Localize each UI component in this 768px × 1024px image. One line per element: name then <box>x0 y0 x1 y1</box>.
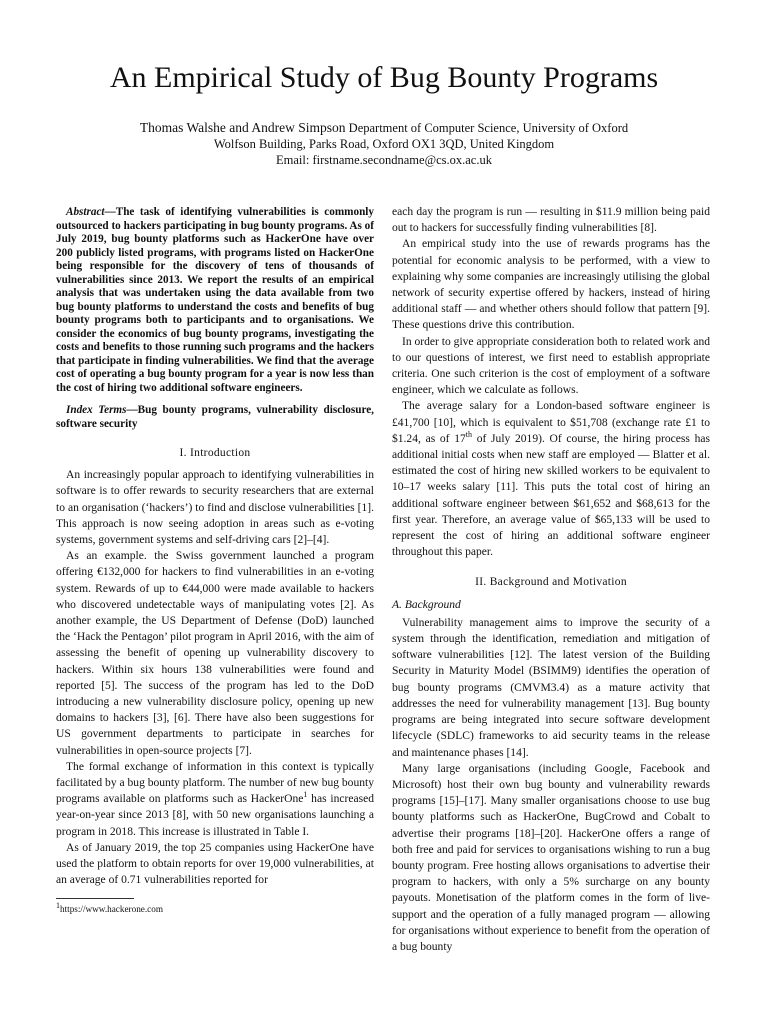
footnote-divider <box>56 898 134 899</box>
paragraph <box>56 759 374 840</box>
affiliation-line1: Department of Computer Science, University of Oxford <box>348 121 629 135</box>
left-column <box>56 206 374 915</box>
author-line <box>0 120 768 136</box>
paragraph: As of January 2019, the top 25 companies using HackerOne have used the platform to obtain reports for over 19,000 vulnerabilities, at an average of 0.71 vulnerabilities reported for <box>56 841 374 887</box>
abstract-text: —The task of identifying vulnerabilities is commonly outsourced to hackers participating in bug bounty programs. As of July 2019, bug bounty platforms such as HackerOne have over 200 publicly listed programs, with programs listed on HackerOne being responsible for the discovery of tens of thousands of vulnerabilities since 2013. We report the results of an empirical analysis that was undertaken using the data available from two bug bounty platforms to understand the costs and benefits of bug bounty programs both to participants and to organisations. We consider the economics of bug bounty programs, investigating the costs and benefits to those running such programs and the hackers that participate in finding vulnerabilities. We find that the average cost of operating a bug bounty program for a year is now less than the cost of hiring two additional software engineers. <box>56 206 374 394</box>
section-heading-introduction: I. Introduction <box>179 447 251 459</box>
paragraph <box>392 398 710 560</box>
right-column <box>392 204 710 955</box>
index-terms-label: Index Terms <box>66 404 127 416</box>
footnote-mark: 1 <box>56 901 60 911</box>
paragraph: An increasingly popular approach to identifying vulnerabilities in software is to offer rewards to security researchers that are external to an organisation (‘hackers’) to find and disclose vulnerabilities [1]. This approach is now seeing adoption in areas such as e-voting systems, government systems and self-driving cars [2]–[4]. <box>56 469 374 547</box>
paper-title: An Empirical Study of Bug Bounty Programs <box>109 61 659 94</box>
paragraph-text: has increased year-on-year since 2013 [8], with 50 new organisations launching a program in 2018. This increase is illustrated in Table I. <box>56 793 374 838</box>
section-heading-background: II. Background and Motivation <box>475 576 627 589</box>
abstract <box>56 206 374 395</box>
paragraph-text: The formal exchange of information in this context is typically facilitated by a bug bounty platform. The number of new bug bounty programs available on platforms such as HackerOne <box>56 760 374 806</box>
author-names: Thomas Walshe and Andrew Simpson <box>139 120 346 135</box>
footnote-ref: 1 <box>303 790 308 800</box>
index-terms <box>56 404 374 431</box>
subsection-heading: A. Background <box>392 598 461 611</box>
footnote-text: https://www.hackerone.com <box>60 904 163 915</box>
paragraph-text: of July 2019). Of course, the hiring process has additional initial costs when new staff are employed — Blatter et al. estimated the cost of hiring new skilled workers to be equivalent to 10–17 weeks salary [11]. This puts the total cost of hiring an additional software engineer between $61,652 and $68,613 for the first year. Therefore, an average value of $65,133 will be used to represent the cost of hiring an additional software engineer throughout this paper. <box>392 432 710 559</box>
footnote <box>56 903 374 915</box>
paragraph: Many large organisations (including Google, Facebook and Microsoft) host their own bug bounty and vulnerability rewards programs [15]–[17]. Many smaller organisations choose to use bug bounty platforms such as HackerOne, BugCrowd and Cobalt to advertise their programs [18]–[20]. HackerOne offers a range of both free and paid for services to organisations wishing to run a bug bounty program. Free hosting allows organisations to advertise their program to hackers, with only a 5% surcharge on any bounty payouts. Monetisation of the platform comes in the form of live-support and the operation of a fully managed program — allowing for organisations without experience to benefit from the operation of a bug bounty <box>392 762 710 953</box>
paragraph: An empirical study into the use of rewards programs has the potential for economic analysis to be performed, with a view to explaining why some companies are increasingly utilising the global network of security expertise offered by hackers, instead of hiring additional staff — and whether others should follow that pattern [9]. These questions drive this contribution. <box>392 238 710 332</box>
paragraph: As an example. the Swiss government launched a program offering €132,000 for hackers to find vulnerabilities in an e-voting system. Rewards of up to €44,000 were made available to hackers who discovered undetectable ways of manipulating votes [2]. As another example, the US Department of Defense (DoD) launched the ‘Hack the Pentagon’ pilot program in April 2016, with the aim of assessing the benefit of opening up vulnerability discovery to hackers. Within six hours 138 vulnerabilities were found and reported [5]. The success of the program has led to the DoD introducing a new vulnerability disclosure policy, opening up new domains to hackers [3], [6]. There have also been suggestions for US government departments to participate in searches for vulnerabilities in open-source projects [7]. <box>56 550 374 757</box>
author-block <box>0 120 768 168</box>
index-terms-text: —Bug bounty programs, vulnerability disclosure, software security <box>56 404 374 430</box>
abstract-label: Abstract <box>66 206 105 218</box>
paragraph-text: The average salary for a London-based software engineer is £41,700 [10], which is equivalent to $51,708 (exchange rate £1 to $1.24, as of 17 <box>392 400 710 445</box>
affiliation-line2: Wolfson Building, Parks Road, Oxford OX1 3QD, United Kingdom <box>213 137 555 151</box>
paragraph: Vulnerability management aims to improve the security of a system through the identification, remediation and mitigation of software vulnerabilities [12]. The latest version of the Building Security in Maturity Model (BSIMM9) identifies the operation of bug bounty programs (CMVM3.4) as a mature activity that addresses the need for vulnerability management [13]. Bug bounty programs are being integrated into secure software development lifecycle (SDLC) frameworks to aid security teams in the release and maintenance phases [14]. <box>392 616 710 759</box>
paragraph: In order to give appropriate consideration both to related work and to our questions of interest, we first need to establish appropriate criteria. One such criterion is the cost of employment of a software engineer, which we calculate as follows. <box>392 335 710 397</box>
paragraph: each day the program is run — resulting in $11.9 million being paid out to hackers for successfully finding vulnerabilities [8]. <box>392 206 710 235</box>
author-email: Email: firstname.secondname@cs.ox.ac.uk <box>276 153 492 167</box>
ordinal-suffix: th <box>465 430 473 439</box>
